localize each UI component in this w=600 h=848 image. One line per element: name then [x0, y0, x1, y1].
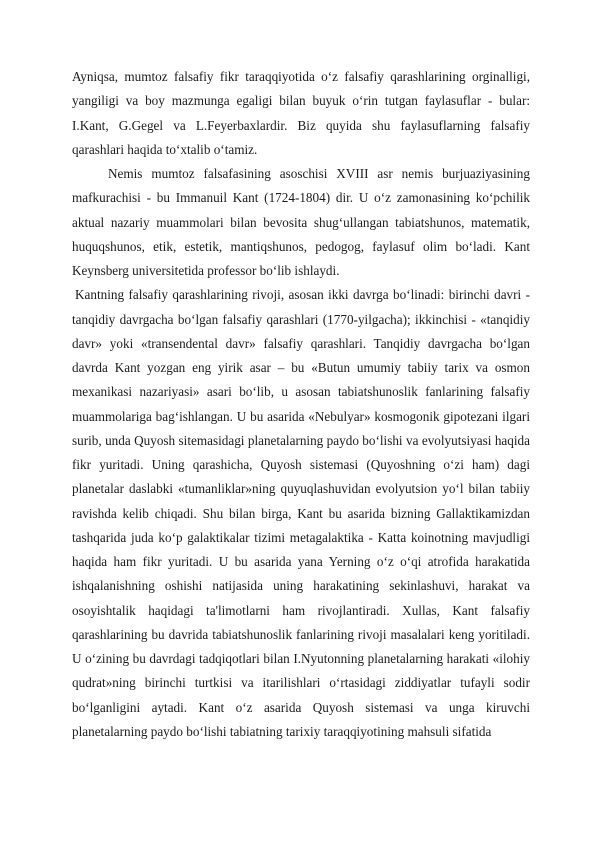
paragraph-kant-bio: Nemis mumtoz falsafasining asoschisi XVIII asr nemis burjuaziyasining mafkurachisi - bu Immanuil Kant (1724-1804) dir. U o‘z zamonasining ko‘pchilik aktual nazariy muammolari bilan bevosita shug‘ullangan tabiatshunos, matematik, huquqshunos, etik, estetik, mantiqshunos, pedogog, faylasuf olim bo‘ladi. Kant Keynsberg universitetida professor bo‘lib ishlaydi. — [72, 166, 530, 278]
paragraph-intro: Ayniqsa, mumtoz falsafiy fikr taraqqiyotida o‘z falsafiy qarashlarining orginalligi, yangiligi va boy mazmunga egaligi bilan buyuk o‘rin tutgan faylasuflar - bular: I.Kant, G.Gegel va L.Feyerbaxlardir. Biz quyida shu faylasuflarning falsafiy qarashlari haqida to‘xtalib o‘tamiz. — [72, 69, 530, 157]
document-page — [72, 65, 530, 744]
paragraph-kant-periods: Kantning falsafiy qarashlarining rivoji, asosan ikki davrga bo‘linadi: birinchi davri - tanqidiy davrgacha bo‘lgan falsafiy qarashlari (1770-yilgacha); ikkinchisi - «tanqidiy davr» yoki «transendental davr» falsafiy qarashlari. Tanqidiy davrgacha bo‘lgan davrda Kant yozgan eng yirik asar – bu «Butun umumiy tabiiy tarix va osmon mexanikasi nazariyasi» asari bo‘lib, u asosan tabiatshunoslik fanlarining falsafiy muammolariga bag‘ishlangan. U bu asarida «Nebulyar» kosmogonik gipotezani ilgari surib, unda Quyosh sitemasidagi planetalarning paydo bo‘lishi va evolyutsiyasi haqida fikr yuritadi. Uning qarashicha, Quyosh sistemasi (Quyoshning o‘zi ham) dagi planetalar daslabki «tumanliklar»ning quyuqlashuvidan evolyutsion yo‘l bilan tabiiy ravishda kelib chiqadi. Shu bilan birga, Kant bu asarida bizning Gallaktikamizdan tashqarida juda ko‘p galaktikalar tizimi metagalaktika - Katta koinotning mavjudligi haqida ham fikr yuritadi. U bu asarida yana Yerning o‘z o‘qi atrofida harakatida ishqalanishning oshishi natijasida uning harakatining sekinlashuvi, harakat va osoyishtalik haqidagi ta'limotlarni ham rivojlantiradi. Xullas, Kant falsafiy qarashlarining bu davrida tabiatshunoslik fanlarining rivoji masalalari keng yoritiladi. U o‘zining bu davrdagi tadqiqotlari bilan I.Nyutonning planetalarning harakati «ilohiy qudrat»ning birinchi turtkisi va itarilishlari o‘rtasidagi ziddiyatlar tufayli sodir bo‘lganligini aytadi. Kant o‘z asarida Quyosh sistemasi va unga kiruvchi planetalarning paydo bo‘lishi tabiatning tarixiy taraqqiyotining mahsuli sifatida — [72, 287, 530, 739]
